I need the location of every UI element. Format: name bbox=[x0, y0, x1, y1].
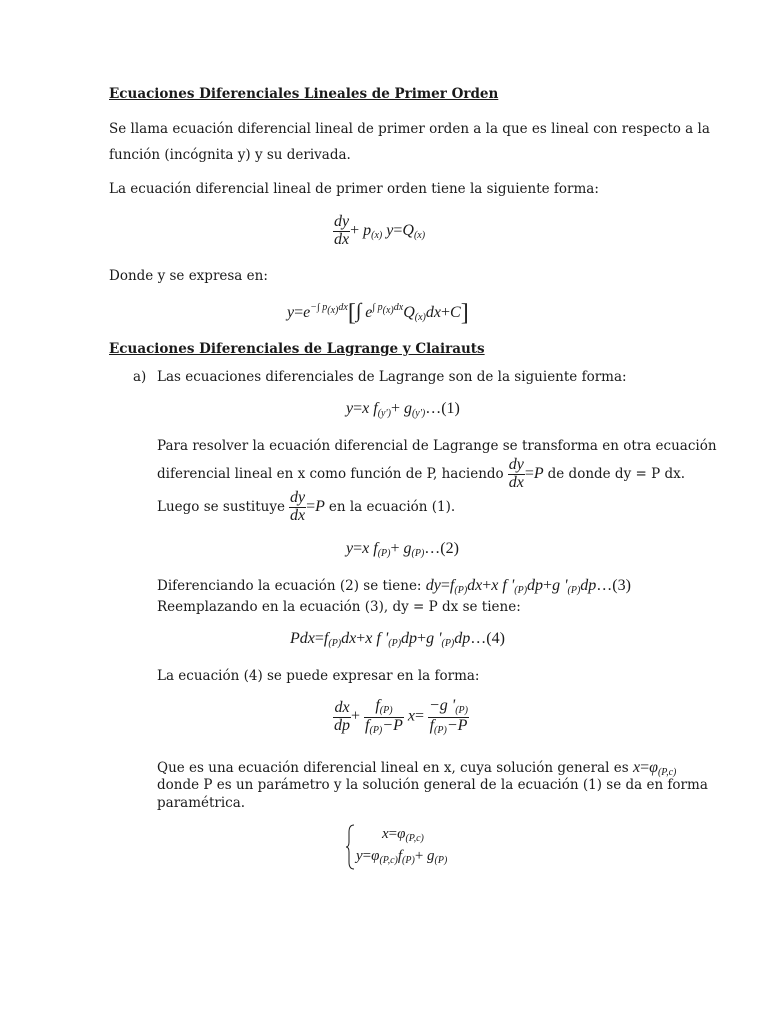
resolver-line-2-pre: diferencial lineal en x como función de P, haciendo bbox=[157, 466, 504, 482]
equation-4: $Pdx=f_{(P)}dx+x$ f '$_{(P)}dp+g$ '$_{(P)}dp\dots(4)$ bbox=[290, 630, 505, 649]
param-x-line: $x=\varphi_{(P,c)}$ bbox=[382, 826, 424, 844]
resolver-line-2 bbox=[157, 457, 685, 491]
que-line-1-text: Que es una ecuación diferencial lineal en x, cuya solución general es bbox=[157, 760, 629, 776]
param-y-line: $y=\varphi_{(P,c)}f_{(P)}+ g_{(P)}$ bbox=[356, 848, 448, 866]
equation-1: y=x $f_{(y')}+$ $g_{(y')}\dots(1)$ bbox=[346, 400, 460, 419]
item-a-text: Las ecuaciones diferenciales de Lagrange son de la siguiente forma: bbox=[157, 369, 627, 385]
equation-2: y=x $f_{(P)}+$ $g_{(P)}\dots(2)$ bbox=[346, 540, 459, 559]
que-line-3: paramétrica. bbox=[157, 795, 246, 811]
diferenciando-line bbox=[157, 577, 631, 596]
forma-text: La ecuación (4) se puede expresar en la forma: bbox=[157, 668, 480, 684]
resolver-line-2-post: de donde dy = P dx. bbox=[547, 466, 686, 482]
parametric-system bbox=[346, 824, 486, 870]
left-brace-icon bbox=[346, 824, 356, 870]
inline-dy-dx-equals-p: $\frac{dy}{dx}$ =P bbox=[508, 455, 544, 491]
que-line-1 bbox=[157, 759, 676, 778]
donde-text: Donde y se expresa en: bbox=[109, 268, 268, 284]
heading-lineales: Ecuaciones Diferenciales Lineales de Primer Orden bbox=[109, 86, 499, 102]
luego-post: en la ecuación (1). bbox=[328, 499, 456, 515]
equation-5: $\frac{dx}{dp}$ + $\frac{f_{(P)}}{f_{(P)}-P}$ x= $\frac{-g '_{(P)}}{f_{(P)}-P}$ bbox=[334, 697, 468, 736]
equation-3: $dy=f_{(P)}dx+x$ f '$_{(P)}dp+g$ '$_{(P)}dp\dots(3)$ bbox=[425, 577, 631, 596]
diferenciando-text: Diferenciando la ecuación (2) se tiene: bbox=[157, 578, 422, 594]
intro-line-1: Se llama ecuación diferencial lineal de primer orden a la que es lineal con respecto a la bbox=[109, 121, 710, 137]
reemplazando-text: Reemplazando en la ecuación (3), dy = P dx se tiene: bbox=[157, 599, 521, 615]
equation-general-solution: $y=e^{-\int p_{(x)}dx}[\int$ $e^{\int p_{(x)}dx}Q_{(x)}dx+C$] bbox=[287, 300, 469, 326]
list-marker-a: a) bbox=[133, 369, 147, 385]
luego-pre: Luego se sustituye bbox=[157, 499, 285, 515]
intro-line-2: función (incógnita y) y su derivada. bbox=[109, 147, 351, 163]
resolver-line-1: Para resolver la ecuación diferencial de Lagrange se transforma en otra ecuación bbox=[157, 438, 717, 454]
inline-x-phi: $x=\varphi_{(P,c)}$ bbox=[632, 759, 677, 778]
form-text: La ecuación diferencial lineal de primer orden tiene la siguiente forma: bbox=[109, 181, 599, 197]
que-line-2: donde P es un parámetro y la solución general de la ecuación (1) se da en forma bbox=[157, 777, 708, 793]
heading-lagrange: Ecuaciones Diferenciales de Lagrange y Clairauts bbox=[109, 341, 485, 357]
inline-dy-dx-equals-p-2: $\frac{dy}{dx}$ =P bbox=[289, 488, 325, 524]
equation-linear-form: $\frac{dy}{dx}$ + $p_{(x)}$ $y=Q_{(x)}$ bbox=[334, 213, 426, 248]
luego-line bbox=[157, 490, 455, 524]
